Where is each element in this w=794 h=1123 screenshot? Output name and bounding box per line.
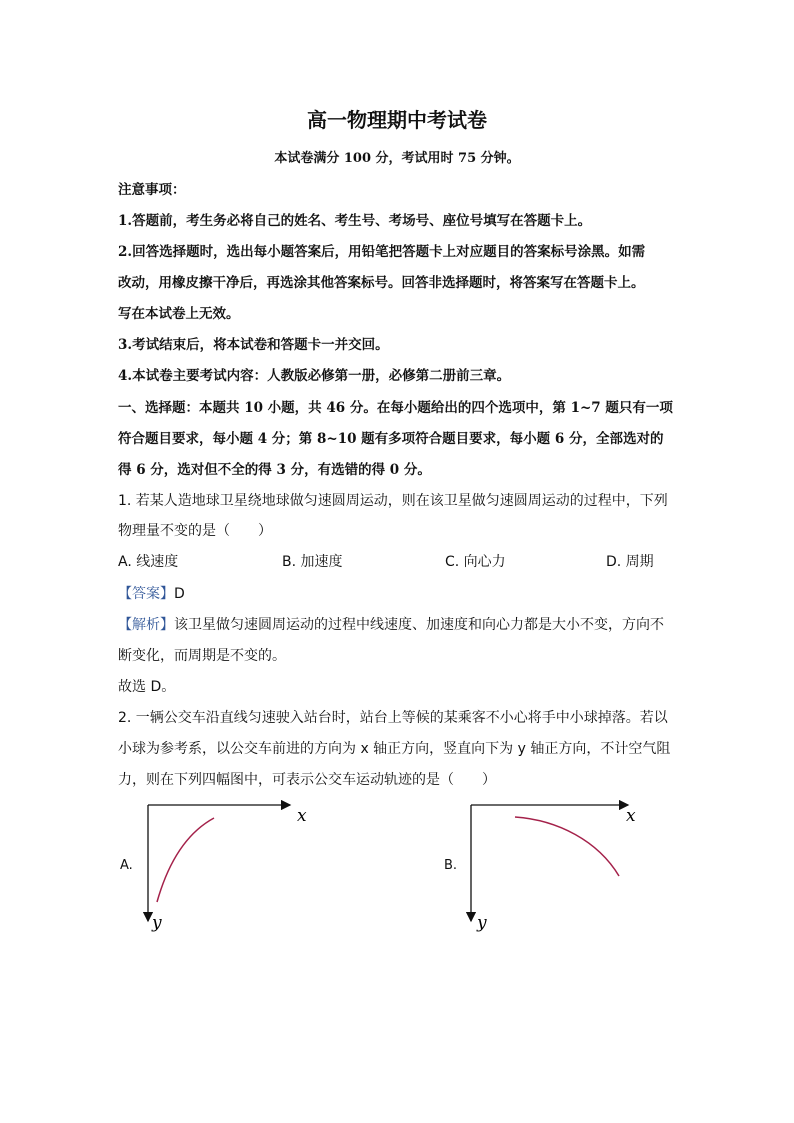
option-a: A. 线速度: [118, 554, 179, 570]
note-line: 1.答题前，考生务必将自己的姓名、考生号、考场号、座位号填写在答题卡上。: [118, 213, 592, 229]
note-line: 2.回答选择题时，选出每小题答案后，用铅笔把答题卡上对应题目的答案标号涂黑。如需: [118, 244, 646, 260]
trajectory-curve: [157, 818, 214, 902]
note-line: 4.本试卷主要考试内容：人教版必修第一册，必修第二册前三章。: [118, 368, 511, 384]
note-line: 写在本试卷上无效。: [118, 306, 240, 322]
answer-line: [118, 583, 185, 603]
analysis-text: 该卫星做匀速圆周运动的过程中线速度、加速度和向心力都是大小不变，方向不: [174, 617, 664, 633]
question-1-text: 1. 若某人造地球卫星绕地球做匀速圆周运动，则在该卫星做匀速圆周运动的过程中，下列: [118, 493, 668, 509]
figure-b: [463, 796, 653, 936]
question-2-text: 2. 一辆公交车沿直线匀速驶入站台时，站台上等候的某乘客不小心将手中小球掉落。若以: [118, 710, 668, 726]
option-d: D. 周期: [606, 554, 654, 570]
section-instruction: 得 6 分，选对但不全的得 3 分，有选错的得 0 分。: [118, 462, 431, 478]
option-c: C. 向心力: [445, 554, 506, 570]
exam-subtitle: 本试卷满分 100 分，考试用时 75 分钟。: [274, 151, 520, 166]
answer-value: D: [174, 586, 185, 602]
question-2-text: 小球为参考系，以公交车前进的方向为 x 轴正方向，竖直向下为 y 轴正方向，不计空气阻: [118, 741, 671, 757]
option-b: B. 加速度: [282, 554, 343, 570]
note-line: 改动，用橡皮擦干净后，再选涂其他答案标号。回答非选择题时，将答案写在答题卡上。: [118, 275, 645, 291]
x-axis-label: x: [297, 806, 307, 826]
answer-tag: 【答案】: [118, 586, 174, 602]
analysis-tag: 【解析】: [118, 617, 174, 633]
figure-a-label: A.: [120, 858, 133, 873]
question-2-text: 力，则在下列四幅图中，可表示公交车运动轨迹的是（ ）: [118, 772, 496, 788]
figure-a: [140, 796, 320, 936]
conclusion-text: 故选 D。: [118, 679, 176, 695]
question-1-text: 物理量不变的是（ ）: [118, 523, 272, 539]
page-title: 高一物理期中考试卷: [307, 108, 487, 132]
y-axis-label: y: [152, 913, 162, 933]
note-line: 3.考试结束后，将本试卷和答题卡一并交回。: [118, 337, 389, 353]
x-axis-label: x: [626, 806, 636, 826]
y-axis-label: y: [477, 913, 487, 933]
figure-b-label: B.: [444, 858, 458, 873]
notes-heading: 注意事项：: [118, 182, 186, 198]
analysis-text: 断变化，而周期是不变的。: [118, 648, 286, 664]
section-instruction: 一、选择题：本题共 10 小题，共 46 分。在每小题给出的四个选项中，第 1~7 题只有一项: [118, 400, 673, 416]
trajectory-curve: [515, 817, 619, 876]
section-instruction: 符合题目要求，每小题 4 分；第 8~10 题有多项符合题目要求，每小题 6 分，全部选对的: [118, 431, 664, 447]
analysis-line: [118, 614, 664, 634]
